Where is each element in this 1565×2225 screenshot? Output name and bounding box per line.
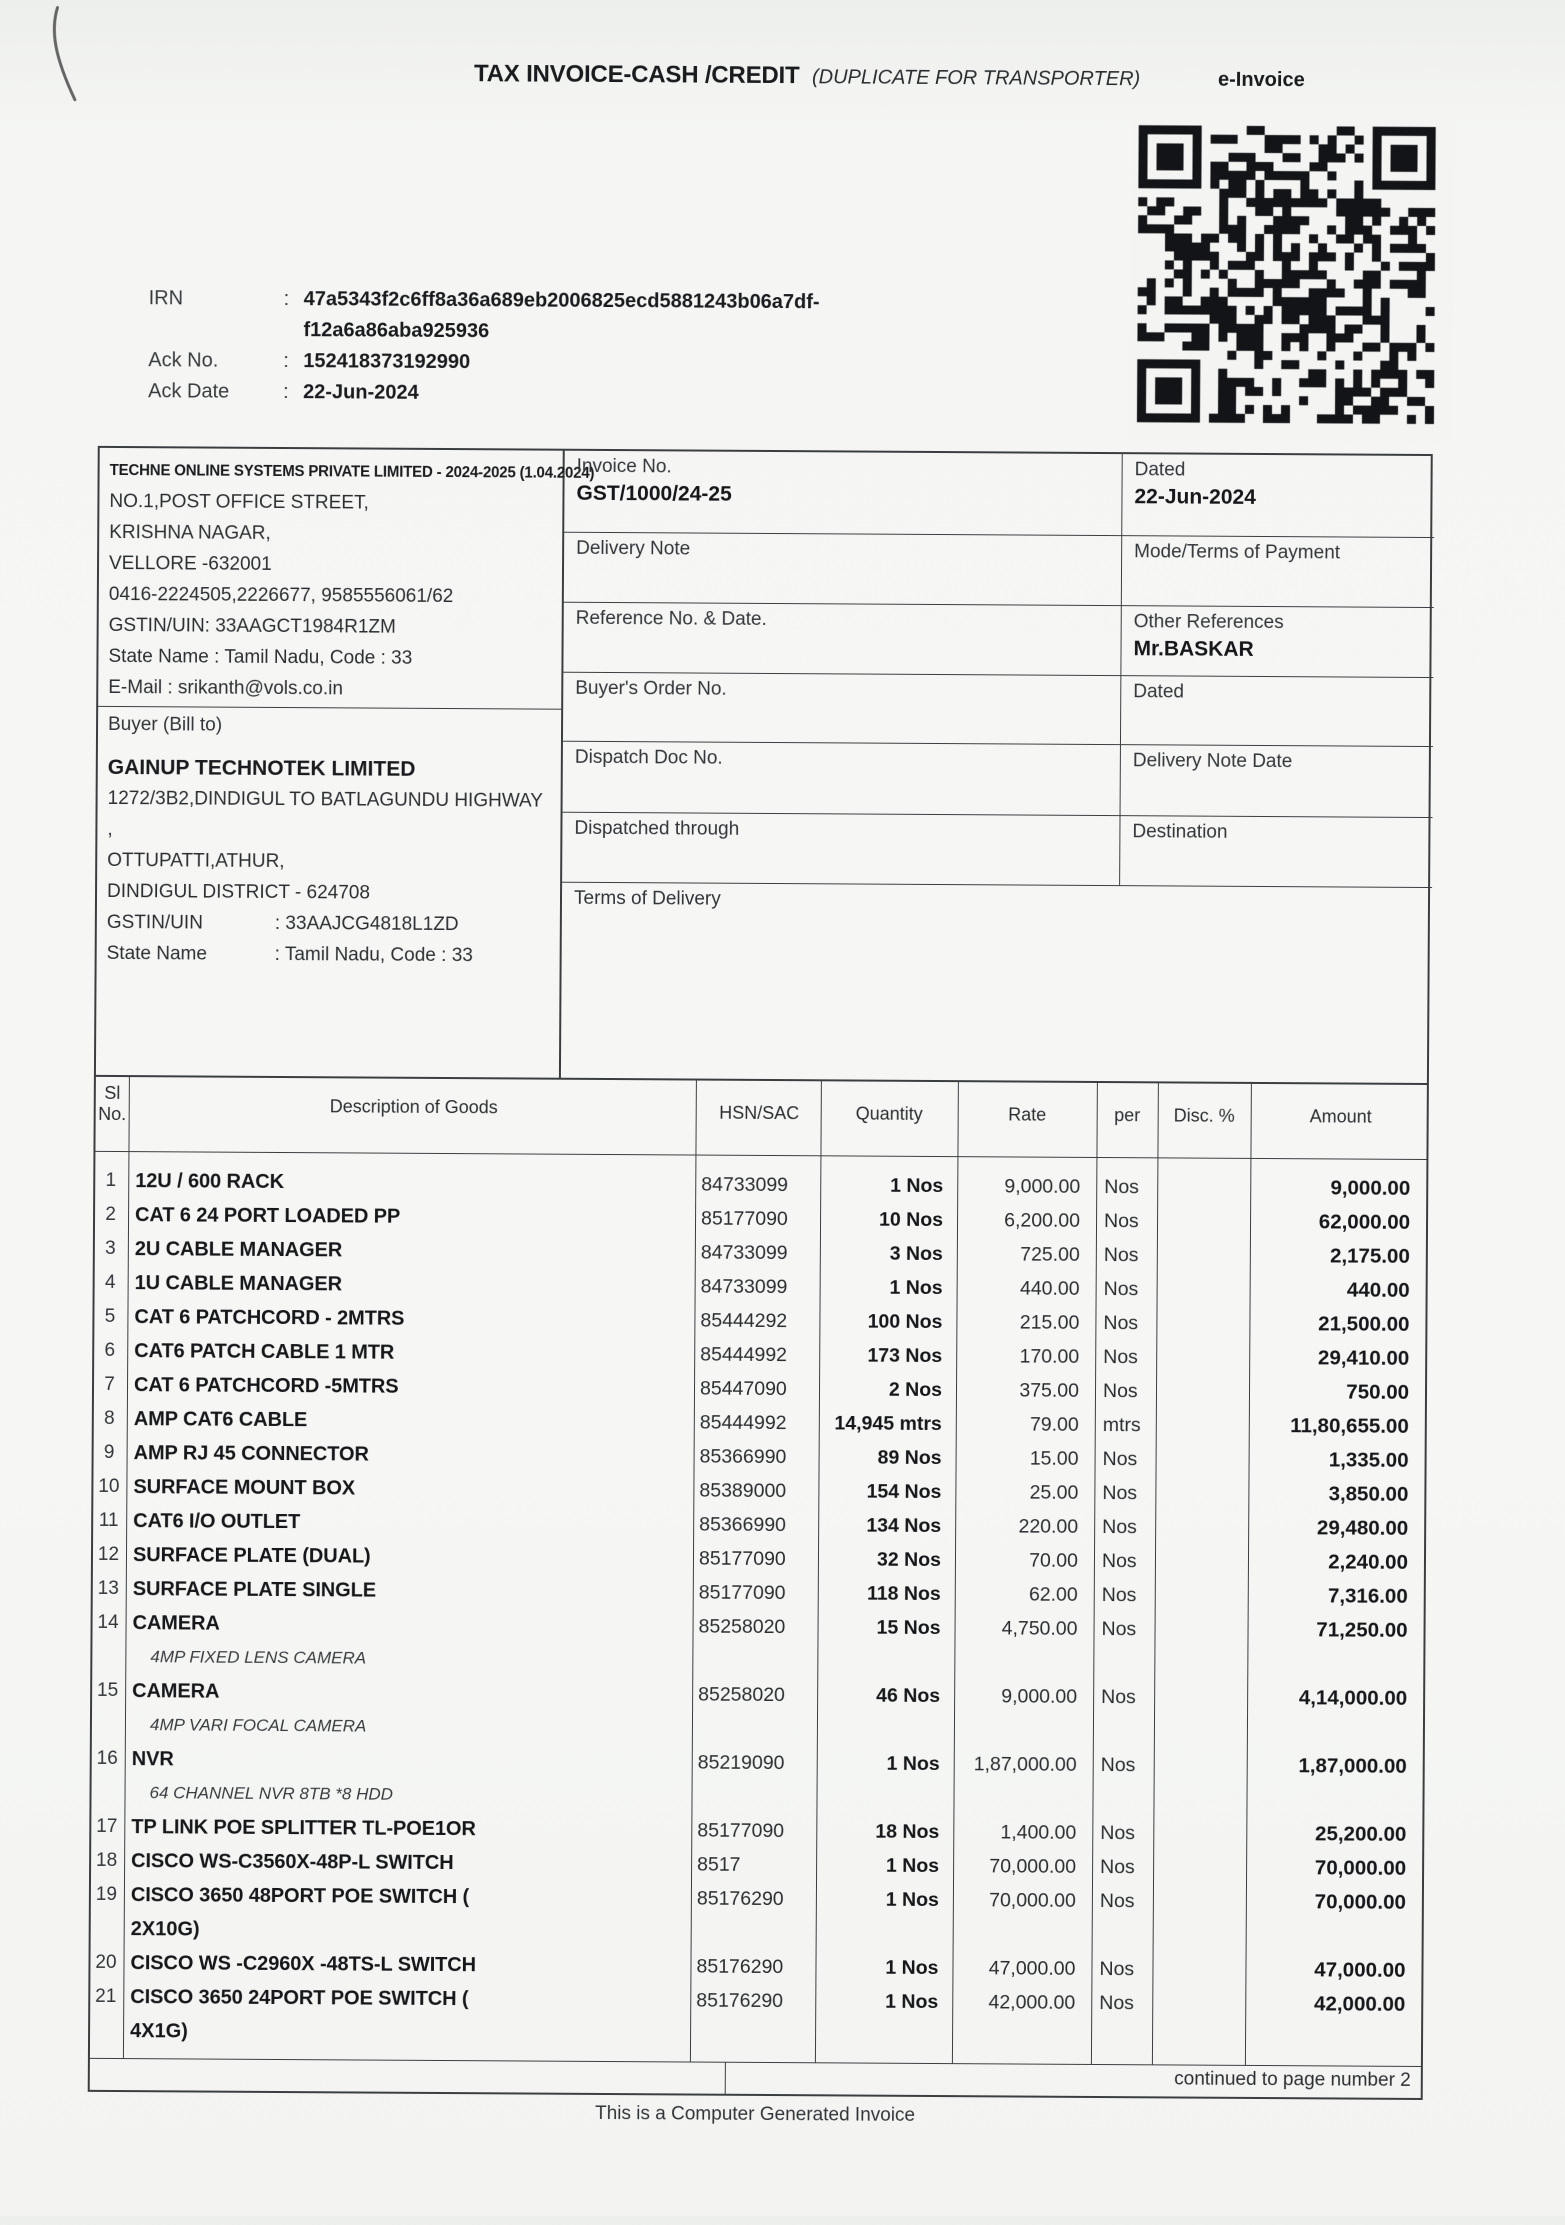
item-description-line: 12U / 600 RACK xyxy=(135,1170,285,1194)
item-rate: 9,000.00 xyxy=(1001,1685,1078,1708)
item-per: Nos xyxy=(1099,1890,1135,1913)
item-description xyxy=(133,1470,689,1507)
item-rate: 1,87,000.00 xyxy=(973,1753,1077,1776)
continued-note: continued to page number 2 xyxy=(1174,2068,1411,2091)
item-amount: 9,000.00 xyxy=(1330,1176,1411,1200)
item-description xyxy=(130,1980,686,2051)
item-hsn: 85177090 xyxy=(698,1547,786,1571)
item-amount: 29,410.00 xyxy=(1317,1346,1410,1370)
item-amount: 21,500.00 xyxy=(1318,1312,1410,1336)
col-disc-label: Disc. % xyxy=(1173,1105,1235,1126)
item-hsn: 85258020 xyxy=(698,1615,786,1639)
item-hsn: 85444992 xyxy=(699,1411,787,1435)
item-description-line: TP LINK POE SPLITTER TL-POE1OR xyxy=(131,1816,476,1841)
item-description-line: AMP RJ 45 CONNECTOR xyxy=(133,1442,369,1466)
item-per: Nos xyxy=(1101,1550,1137,1573)
upper-section xyxy=(94,446,1433,1083)
colon: : xyxy=(283,381,289,404)
item-description xyxy=(131,1742,687,1813)
item-amount: 2,240.00 xyxy=(1328,1550,1409,1574)
item-sl: 20 xyxy=(95,1951,117,1974)
seller-state: State Name : Tamil Nadu, Code : 33 xyxy=(108,645,413,669)
item-description-line: CAT6 I/O OUTLET xyxy=(133,1510,301,1534)
item-description-line: CAT6 PATCH CABLE 1 MTR xyxy=(134,1340,395,1364)
seller-address-line: NO.1,POST OFFICE STREET, xyxy=(109,490,369,514)
destination-label: Destination xyxy=(1132,821,1228,843)
item-description xyxy=(133,1572,689,1609)
item-amount: 11,80,655.00 xyxy=(1290,1414,1409,1438)
item-per: Nos xyxy=(1100,1856,1135,1879)
item-quantity: 1 Nos xyxy=(889,1276,943,1300)
item-hsn: 85444992 xyxy=(700,1343,788,1367)
item-description-line: CAMERA xyxy=(132,1612,220,1635)
item-description-line: CISCO WS-C3560X-48P-L SWITCH xyxy=(131,1850,454,1875)
copy-type-label: (DUPLICATE FOR TRANSPORTER) xyxy=(811,66,1141,91)
delivery-note-label: Delivery Note xyxy=(576,537,691,560)
item-description-line: SURFACE PLATE (DUAL) xyxy=(132,1544,371,1568)
buyer-state xyxy=(107,938,550,972)
irn-value-line1: 47a5343f2c6ff8a36a689eb2006825ecd5881243b06a7df- xyxy=(303,288,820,314)
item-per: Nos xyxy=(1102,1448,1138,1471)
item-rate: 4,750.00 xyxy=(1001,1617,1078,1640)
col-quantity-label: Quantity xyxy=(855,1103,923,1124)
item-description xyxy=(132,1606,688,1677)
other-references-label: Other References xyxy=(1133,611,1284,634)
item-quantity: 173 Nos xyxy=(867,1344,943,1368)
item-description xyxy=(133,1538,689,1575)
seller-address-line: KRISHNA NAGAR, xyxy=(109,521,271,544)
item-per: Nos xyxy=(1101,1686,1136,1709)
item-description-line: 2U CABLE MANAGER xyxy=(134,1238,343,1262)
invoice-no-label: Invoice No. xyxy=(576,455,672,478)
item-rate: 440.00 xyxy=(1019,1277,1080,1300)
item-quantity: 18 Nos xyxy=(875,1820,940,1844)
item-description-line: SURFACE MOUNT BOX xyxy=(133,1476,356,1500)
item-hsn: 85176290 xyxy=(696,1989,784,2013)
invoice-details-grid xyxy=(561,451,1435,1085)
item-description xyxy=(135,1164,691,1201)
item-per: Nos xyxy=(1102,1482,1138,1505)
item-amount: 1,87,000.00 xyxy=(1298,1754,1407,1778)
item-sl: 13 xyxy=(97,1577,119,1600)
item-quantity: 1 Nos xyxy=(885,1956,939,1980)
item-hsn: 85366990 xyxy=(699,1513,787,1537)
item-amount: 4,14,000.00 xyxy=(1298,1686,1408,1710)
item-quantity: 134 Nos xyxy=(866,1514,942,1538)
dated-label: Dated xyxy=(1134,459,1186,481)
buyer-address-line: DINDIGUL DISTRICT - 624708 xyxy=(106,880,371,904)
party-panel xyxy=(96,448,595,1080)
colon: : xyxy=(283,350,289,373)
item-sl: 7 xyxy=(104,1373,115,1395)
item-description xyxy=(134,1368,690,1405)
item-hsn: 85176290 xyxy=(696,1955,784,1979)
item-amount: 70,000.00 xyxy=(1314,1890,1406,1914)
item-hsn: 84733099 xyxy=(701,1173,789,1197)
item-sl: 19 xyxy=(95,1883,118,1906)
buyer-section-label: Buyer (Bill to) xyxy=(107,713,223,736)
ack-date-label: Ack Date xyxy=(148,380,230,403)
item-rate: 725.00 xyxy=(1020,1243,1080,1266)
item-rate: 42,000.00 xyxy=(988,1991,1076,2014)
item-rate: 215.00 xyxy=(1019,1311,1080,1334)
pen-mark xyxy=(35,0,106,115)
item-hsn: 85366990 xyxy=(699,1445,787,1469)
item-quantity: 1 Nos xyxy=(886,1752,940,1776)
item-sl: 8 xyxy=(103,1407,115,1429)
item-amount: 1,335.00 xyxy=(1328,1448,1409,1472)
item-sl: 16 xyxy=(96,1747,118,1770)
item-sl: 1 xyxy=(105,1169,117,1191)
col-rate-label: Rate xyxy=(1008,1104,1047,1125)
item-hsn: 85219090 xyxy=(697,1751,785,1775)
item-quantity: 100 Nos xyxy=(867,1310,943,1334)
invoice-no-value: GST/1000/24-25 xyxy=(576,481,732,506)
buyer-state-label: State Name xyxy=(106,942,208,965)
item-quantity: 15 Nos xyxy=(876,1616,941,1640)
item-rate: 70.00 xyxy=(1029,1549,1079,1572)
item-description xyxy=(132,1674,688,1745)
col-sl-label: Sl No. xyxy=(98,1082,127,1125)
item-amount: 29,480.00 xyxy=(1316,1516,1409,1540)
item-sl: 2 xyxy=(105,1203,116,1225)
item-description xyxy=(135,1198,691,1235)
item-hsn: 85444292 xyxy=(700,1309,788,1333)
buyer-gstin-value: : 33AAJCG4818L1ZD xyxy=(274,912,459,936)
item-rate: 15.00 xyxy=(1029,1447,1079,1470)
item-quantity: 14,945 mtrs xyxy=(834,1412,942,1436)
item-amount: 7,316.00 xyxy=(1327,1584,1408,1608)
buyer-state-value: : Tamil Nadu, Code : 33 xyxy=(274,943,473,967)
delivery-note-date-label: Delivery Note Date xyxy=(1132,750,1293,773)
item-description-line: CISCO WS -C2960X -48TS-L SWITCH xyxy=(130,1952,477,1977)
item-quantity: 89 Nos xyxy=(877,1446,942,1470)
item-description-line: SURFACE PLATE SINGLE xyxy=(132,1578,377,1602)
item-sl: 4 xyxy=(104,1271,116,1293)
seller-address-line: VELLORE -632001 xyxy=(108,552,272,575)
item-description-line: CISCO 3650 48PORT POE SWITCH ( xyxy=(130,1884,470,1909)
item-quantity: 1 Nos xyxy=(885,1888,939,1912)
item-description-line: CAT 6 PATCHCORD -5MTRS xyxy=(133,1374,399,1398)
item-amount: 62,000.00 xyxy=(1318,1210,1411,1234)
item-description xyxy=(133,1504,689,1541)
item-rate: 220.00 xyxy=(1018,1515,1079,1538)
table-row xyxy=(92,1674,1423,1750)
col-amount-label: Amount xyxy=(1309,1106,1372,1127)
item-sl: 10 xyxy=(98,1475,120,1498)
item-sl: 6 xyxy=(104,1339,116,1361)
item-hsn: 84733099 xyxy=(700,1275,788,1299)
item-per: mtrs xyxy=(1102,1414,1141,1437)
item-amount: 3,850.00 xyxy=(1328,1482,1409,1506)
item-per: Nos xyxy=(1103,1346,1138,1369)
item-description-line: 4X1G) xyxy=(130,2020,188,2043)
item-rate: 79.00 xyxy=(1029,1413,1079,1436)
irn-block xyxy=(148,283,820,411)
item-rate: 70,000.00 xyxy=(989,1889,1076,1912)
buyer-gstin xyxy=(107,907,550,941)
dated2-label: Dated xyxy=(1133,681,1185,703)
item-rate: 25.00 xyxy=(1029,1481,1079,1504)
item-quantity: 1 Nos xyxy=(885,1854,940,1878)
item-hsn: 85177090 xyxy=(698,1581,786,1605)
item-quantity: 2 Nos xyxy=(888,1378,943,1402)
item-hsn: 85176290 xyxy=(696,1887,784,1911)
item-quantity: 154 Nos xyxy=(866,1480,942,1504)
item-per: Nos xyxy=(1099,1992,1135,2015)
item-description xyxy=(134,1402,690,1439)
item-description xyxy=(130,1946,686,1983)
divider xyxy=(725,2063,726,2096)
table-row xyxy=(90,1980,1421,2056)
irn-value-line2: f12a6a86aba925936 xyxy=(303,319,490,343)
item-per: Nos xyxy=(1099,1958,1135,1981)
col-per-label: per xyxy=(1114,1105,1141,1126)
item-description-line: 2X10G) xyxy=(130,1918,200,1941)
buyer-name: GAINUP TECHNOTEK LIMITED xyxy=(107,755,416,781)
item-rate: 170.00 xyxy=(1019,1345,1080,1368)
buyer-gstin-label: GSTIN/UIN xyxy=(106,911,203,934)
item-sl: 18 xyxy=(95,1849,118,1872)
item-hsn: 85177090 xyxy=(700,1207,788,1231)
item-rate: 70,000.00 xyxy=(989,1855,1077,1878)
item-amount: 47,000.00 xyxy=(1314,1958,1406,1982)
item-sl: 14 xyxy=(97,1611,119,1634)
dispatched-through-label: Dispatched through xyxy=(574,817,740,840)
ack-no-label: Ack No. xyxy=(148,349,219,372)
item-per: Nos xyxy=(1104,1176,1140,1199)
item-per: Nos xyxy=(1100,1822,1136,1845)
item-rate: 375.00 xyxy=(1019,1379,1080,1402)
ack-no-value: 152418373192990 xyxy=(303,350,471,374)
item-sl: 5 xyxy=(104,1305,116,1327)
item-rate: 1,400.00 xyxy=(1000,1821,1077,1844)
item-amount: 2,175.00 xyxy=(1329,1244,1410,1268)
item-amount: 750.00 xyxy=(1346,1380,1410,1404)
item-quantity: 118 Nos xyxy=(866,1582,941,1606)
item-amount: 440.00 xyxy=(1346,1278,1410,1302)
item-hsn: 85389000 xyxy=(699,1479,787,1503)
item-description-line: AMP CAT6 CABLE xyxy=(133,1408,308,1432)
item-sl: 12 xyxy=(97,1543,120,1566)
seller-address-line: 0416-2224505,2226677, 9585556061/62 xyxy=(108,583,454,608)
item-sl: 17 xyxy=(96,1815,118,1838)
item-rate: 9,000.00 xyxy=(1004,1175,1081,1198)
dispatch-doc-label: Dispatch Doc No. xyxy=(574,746,723,769)
item-description-line: 1U CABLE MANAGER xyxy=(134,1272,343,1296)
item-hsn: 8517 xyxy=(697,1853,741,1876)
continued-strip xyxy=(90,2058,1421,2100)
qr-code xyxy=(1130,118,1454,442)
item-per: Nos xyxy=(1101,1584,1137,1607)
item-per: Nos xyxy=(1103,1312,1139,1335)
item-amount: 25,200.00 xyxy=(1315,1822,1407,1846)
item-amount: 70,000.00 xyxy=(1314,1856,1407,1880)
item-description xyxy=(134,1300,690,1337)
item-description-line: CAMERA xyxy=(132,1680,220,1703)
item-sl: 15 xyxy=(97,1679,119,1702)
item-rate: 47,000.00 xyxy=(988,1957,1076,1980)
item-description xyxy=(135,1232,691,1269)
other-references-value: Mr.BASKAR xyxy=(1133,637,1254,661)
irn-label: IRN xyxy=(148,287,184,310)
item-per: Nos xyxy=(1103,1244,1139,1267)
item-sub-description: 4MP FIXED LENS CAMERA xyxy=(150,1647,367,1668)
buyers-order-label: Buyer's Order No. xyxy=(575,677,727,700)
item-hsn: 85177090 xyxy=(697,1819,785,1843)
colon: : xyxy=(283,288,290,311)
item-description xyxy=(134,1334,690,1371)
item-description-line: NVR xyxy=(131,1748,174,1771)
buyer-address-line: OTTUPATTI,ATHUR, xyxy=(107,849,285,873)
item-sub-description: 64 CHANNEL NVR 8TB *8 HDD xyxy=(149,1783,394,1804)
item-hsn: 85258020 xyxy=(698,1683,785,1707)
item-per: Nos xyxy=(1102,1380,1138,1403)
seller-email: E-Mail : srikanth@vols.co.in xyxy=(108,676,344,700)
seller-gstin: GSTIN/UIN: 33AAGCT1984R1ZM xyxy=(108,614,396,638)
terms-of-delivery-label: Terms of Delivery xyxy=(573,887,721,910)
item-amount: 71,250.00 xyxy=(1316,1618,1408,1642)
table-row xyxy=(91,1742,1422,1818)
item-per: Nos xyxy=(1101,1618,1137,1641)
item-quantity: 46 Nos xyxy=(876,1684,941,1708)
item-description xyxy=(135,1266,691,1303)
table-row xyxy=(92,1606,1423,1682)
item-description-line: CISCO 3650 24PORT POE SWITCH ( xyxy=(130,1986,469,2011)
ack-date-value: 22-Jun-2024 xyxy=(303,381,419,404)
item-description-line: CAT 6 24 PORT LOADED PP xyxy=(134,1204,401,1228)
item-sl: 21 xyxy=(95,1985,117,2008)
col-hsn-label: HSN/SAC xyxy=(719,1102,800,1124)
einvoice-label: e-Invoice xyxy=(1217,68,1305,92)
item-hsn: 85447090 xyxy=(699,1377,787,1401)
item-description xyxy=(131,1878,687,1949)
col-description-label: Description of Goods xyxy=(329,1096,498,1118)
item-description-line: CAT 6 PATCHCORD - 2MTRS xyxy=(134,1306,405,1330)
item-hsn: 84733099 xyxy=(700,1241,788,1265)
item-sub-description: 4MP VARI FOCAL CAMERA xyxy=(149,1715,367,1736)
seller-name: TECHNE ONLINE SYSTEMS PRIVATE LIMITED - 2024-2025 (1.04.2024) xyxy=(109,461,595,482)
item-quantity: 1 Nos xyxy=(890,1174,944,1198)
generated-note: This is a Computer Generated Invoice xyxy=(595,2102,916,2126)
item-description xyxy=(131,1810,687,1847)
item-per: Nos xyxy=(1103,1278,1139,1301)
items-table-header xyxy=(95,1077,1426,1160)
invoice-title: TAX INVOICE-CASH /CREDIT xyxy=(473,60,800,90)
item-per: Nos xyxy=(1102,1516,1137,1539)
reference-no-label: Reference No. & Date. xyxy=(575,607,767,630)
item-per: Nos xyxy=(1100,1754,1136,1777)
item-description xyxy=(131,1844,687,1881)
buyer-address-line: 1272/3B2,DINDIGUL TO BATLAGUNDU HIGHWAY , xyxy=(107,787,543,840)
item-amount: 42,000.00 xyxy=(1313,1992,1406,2016)
item-description xyxy=(134,1436,690,1473)
item-quantity: 32 Nos xyxy=(876,1548,942,1572)
item-quantity: 3 Nos xyxy=(889,1242,943,1266)
item-per: Nos xyxy=(1103,1210,1139,1233)
items-table-body xyxy=(90,1152,1427,2066)
item-sl: 9 xyxy=(103,1441,115,1463)
item-rate: 62.00 xyxy=(1028,1583,1078,1606)
item-rate: 6,200.00 xyxy=(1004,1209,1081,1232)
dated-value: 22-Jun-2024 xyxy=(1134,485,1256,509)
item-quantity: 1 Nos xyxy=(885,1990,939,2014)
table-row xyxy=(91,1878,1422,1954)
items-table xyxy=(88,1075,1429,2100)
item-sl: 11 xyxy=(98,1509,119,1532)
mode-of-payment-label: Mode/Terms of Payment xyxy=(1134,541,1341,564)
item-sl: 3 xyxy=(105,1237,116,1259)
item-quantity: 10 Nos xyxy=(879,1208,944,1232)
